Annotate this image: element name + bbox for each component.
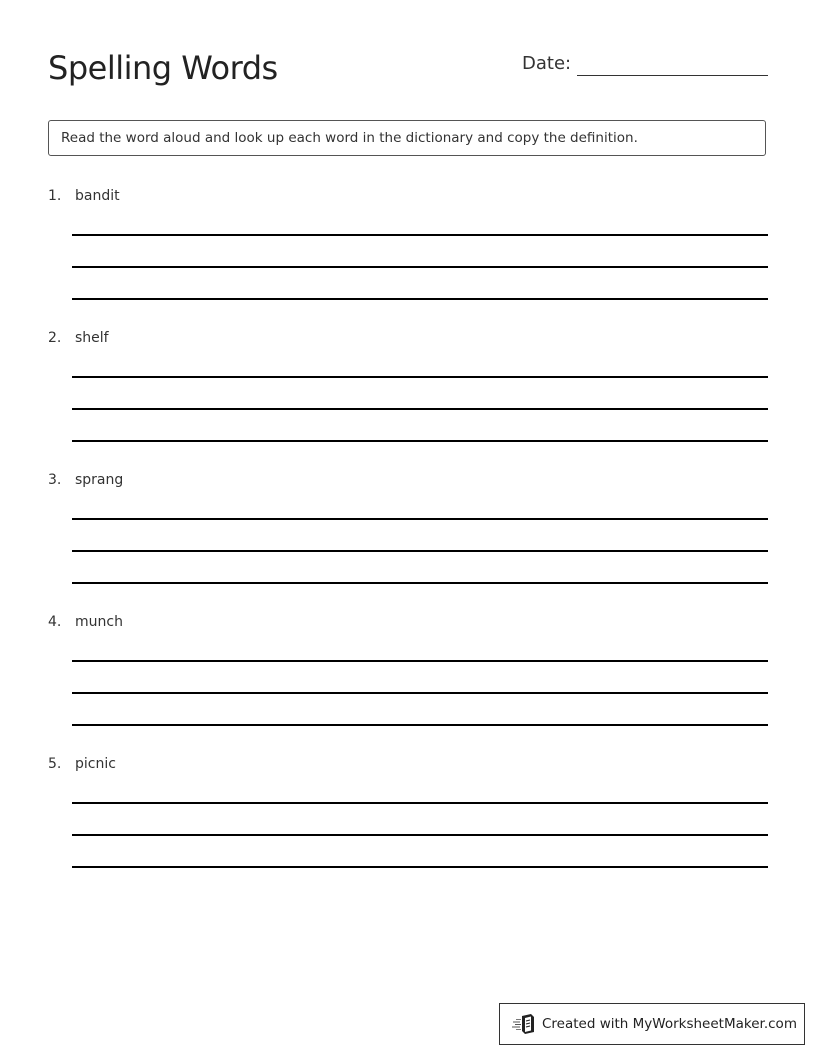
spelling-item bbox=[48, 613, 768, 743]
spelling-item bbox=[48, 471, 768, 601]
answer-line bbox=[72, 866, 768, 868]
date-label: Date: bbox=[522, 53, 572, 74]
item-word: bandit bbox=[75, 188, 120, 204]
item-number: 3. bbox=[48, 472, 62, 488]
answer-line bbox=[72, 298, 768, 300]
spelling-item bbox=[48, 755, 768, 885]
item-word: shelf bbox=[75, 330, 109, 346]
item-number: 5. bbox=[48, 756, 62, 772]
answer-line bbox=[72, 802, 768, 804]
answer-line bbox=[72, 266, 768, 268]
item-word: munch bbox=[75, 614, 123, 630]
answer-line bbox=[72, 518, 768, 520]
answer-line bbox=[72, 834, 768, 836]
answer-line bbox=[72, 440, 768, 442]
credit-text: Created with MyWorksheetMaker.com bbox=[542, 1016, 797, 1032]
item-word: sprang bbox=[75, 472, 124, 488]
answer-line bbox=[72, 660, 768, 662]
date-blank-line bbox=[577, 75, 768, 76]
item-word: picnic bbox=[75, 756, 116, 772]
item-number: 4. bbox=[48, 614, 62, 630]
answer-line bbox=[72, 692, 768, 694]
answer-line bbox=[72, 724, 768, 726]
answer-line bbox=[72, 582, 768, 584]
date-field bbox=[522, 50, 768, 80]
page-title: Spelling Words bbox=[48, 49, 278, 87]
worksheet-maker-logo-icon bbox=[512, 1013, 538, 1035]
spelling-item bbox=[48, 329, 768, 459]
answer-line bbox=[72, 408, 768, 410]
answer-line bbox=[72, 234, 768, 236]
item-number: 2. bbox=[48, 330, 62, 346]
item-number: 1. bbox=[48, 188, 62, 204]
credit-badge[interactable] bbox=[499, 1003, 805, 1045]
answer-line bbox=[72, 376, 768, 378]
spelling-item bbox=[48, 187, 768, 317]
answer-line bbox=[72, 550, 768, 552]
instructions-box: Read the word aloud and look up each word in the dictionary and copy the definition. bbox=[48, 120, 766, 156]
